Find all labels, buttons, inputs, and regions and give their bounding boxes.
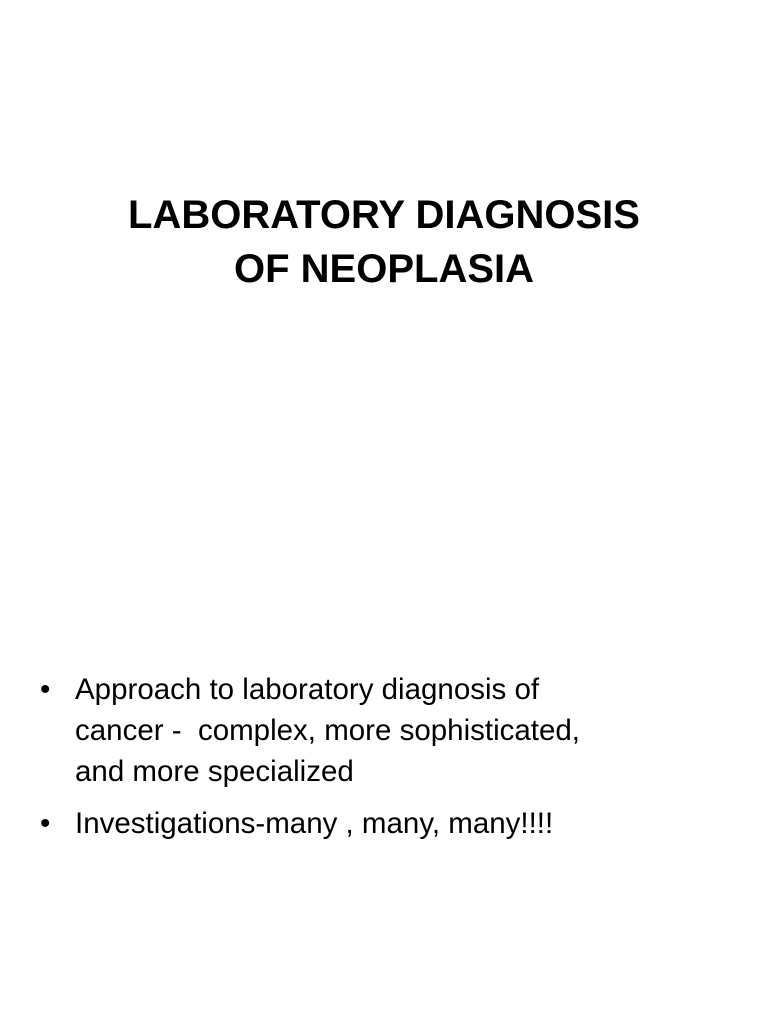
bullet-item-approach: [40, 669, 740, 792]
bullet-item-investigations: [40, 803, 740, 844]
bullet-list: [40, 669, 740, 855]
bullet-text-line-2: cancer - complex, more sophisticated,: [75, 714, 580, 747]
bullet-marker: •: [40, 807, 51, 840]
slide-title-line-1: LABORATORY DIAGNOSIS: [128, 193, 640, 237]
bullet-marker: •: [40, 673, 51, 706]
bullet-text-line-1: Investigations-many , many, many!!!!: [75, 807, 554, 840]
slide-title-line-2: OF NEOPLASIA: [233, 247, 535, 291]
slide-title: [0, 188, 768, 296]
bullet-text-line-3: and more specialized: [75, 755, 354, 788]
bullet-text-line-1: Approach to laboratory diagnosis of: [75, 673, 540, 706]
